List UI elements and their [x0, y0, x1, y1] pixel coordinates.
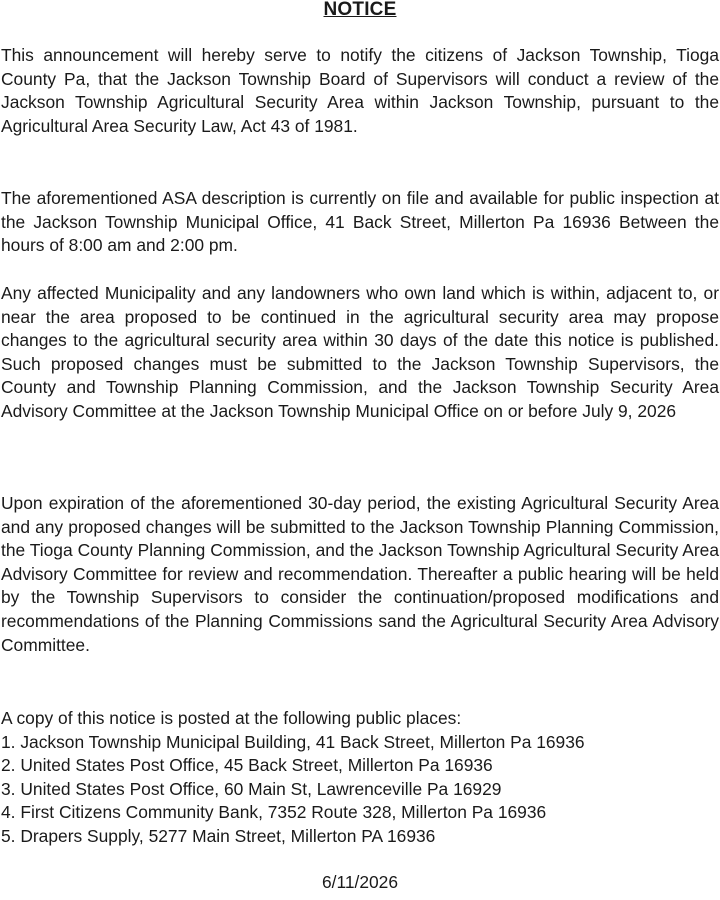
notice-title: NOTICE	[323, 0, 397, 20]
paragraph-expiration: Upon expiration of the aforementioned 30-day period, the existing Agricultural Security Area and any proposed changes will be submitted to the Jackson Township Planning Commission, the Tioga County Planning Commission, and the Jackson Township Agricultural Security Area Advisory Committee for review and recommendation. Thereafter a public hearing will be held by the Township Supervisors to consider the continuation/proposed modifications and recommendations of the Planning Commissions sand the Agricultural Security Area Advisory Committee.	[1, 493, 719, 655]
paragraph-proposed-changes: Any affected Municipality and any landowners who own land which is within, adjacent to, or near the area proposed to be continued in the agricultural security area may propose changes to the agricultural security area within 30 days of the date this notice is published. Such proposed changes must be submitted to the Jackson Township Supervisors, the County and Township Planning Commission, and the Jackson Township Security Area Advisory Committee at the Jackson Township Municipal Office on or before July 9, 2026	[1, 283, 719, 421]
list-item: 3. United States Post Office, 60 Main St, Lawrenceville Pa 16929	[1, 778, 502, 799]
list-item: 2. United States Post Office, 45 Back Street, Millerton Pa 16936	[1, 755, 493, 776]
public-places-intro: A copy of this notice is posted at the following public places:	[1, 708, 462, 728]
paragraph-asa-description: The aforementioned ASA description is currently on file and available for public inspection at the Jackson Township Municipal Office, 41 Back Street, Millerton Pa 16936 Between the hours of 8:00 am and 2:00 pm.	[1, 188, 719, 256]
list-item: 4. First Citizens Community Bank, 7352 Route 328, Millerton Pa 16936	[1, 802, 547, 823]
notice-date: 6/11/2026	[321, 872, 399, 892]
list-item: 1. Jackson Township Municipal Building, 41 Back Street, Millerton Pa 16936	[1, 731, 585, 752]
public-places-section	[1, 707, 719, 849]
public-places-list	[1, 731, 719, 849]
title-container	[0, 0, 720, 19]
list-item: 5. Drapers Supply, 5277 Main Street, Millerton PA 16936	[1, 825, 436, 846]
paragraph-announcement: This announcement will hereby serve to notify the citizens of Jackson Township, Tioga County Pa, that the Jackson Township Board of Supervisors will conduct a review of the Jackson Township Agricultural Security Area within Jackson Township, pursuant to the Agricultural Area Security Law, Act 43 of 1981.	[1, 45, 719, 136]
